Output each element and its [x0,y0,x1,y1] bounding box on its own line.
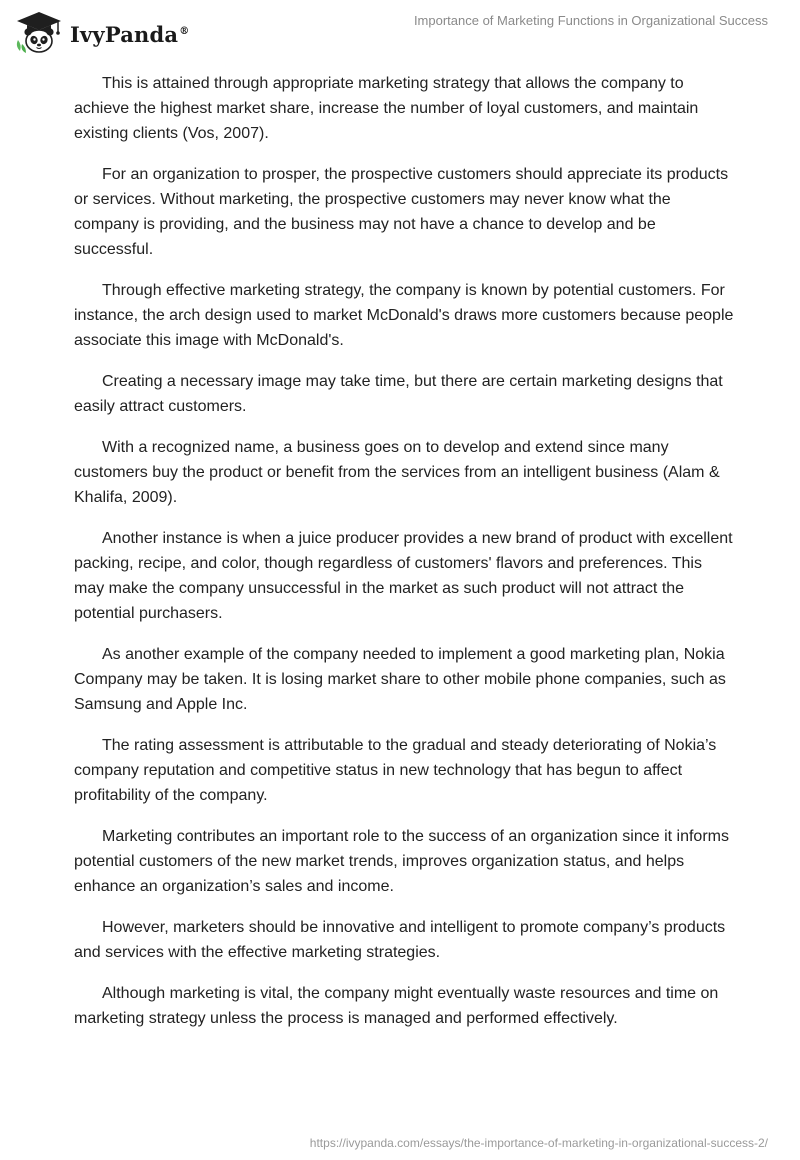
paragraph: Creating a necessary image may take time, but there are certain marketing designs that easily attract customers. [74,373,723,415]
paragraph: This is attained through appropriate marketing strategy that allows the company to achieve the highest market share, increase the number of loyal customers, and maintain existing clients (Vos, 2007). [74,75,699,142]
source-url-link[interactable]: https://ivypanda.com/essays/the-importance-of-marketing-in-organizational-success-2/ [309,1136,768,1150]
page-header [0,0,800,70]
paragraph: However, marketers should be innovative and intelligent to promote company’s products and services with the effective marketing strategies. [74,919,726,961]
paragraph: For an organization to prosper, the prospective customers should appreciate its products or services. Without marketing, the prospective customers may never know what the company is providing, and the business may not have a chance to develop and be successful. [74,166,729,258]
brand-logo[interactable] [14,10,189,54]
paragraph: With a recognized name, a business goes on to develop and extend since many customers buy the product or benefit from the services from an intelligent business (Alam & Khalifa, 2009). [74,439,720,506]
brand-name: IvyPanda® [70,21,190,47]
paragraph: Marketing contributes an important role to the success of an organization since it informs potential customers of the new market trends, improves organization status, and helps enhance an organization’s sales and income. [74,828,729,895]
paragraph: Through effective marketing strategy, the company is known by potential customers. For instance, the arch design used to market McDonald's draws more customers because people associate this image with McDonald's. [74,282,734,349]
paragraph: As another example of the company needed to implement a good marketing plan, Nokia Company may be taken. It is losing market share to other mobile phone companies, such as Samsung and Apple Inc. [74,646,726,713]
document-title: Importance of Marketing Functions in Organizational Success [413,13,768,28]
panda-graduate-icon [14,10,64,54]
essay-body [74,71,734,1047]
paragraph: Although marketing is vital, the company might eventually waste resources and time on marketing strategy unless the process is managed and performed effectively. [74,985,719,1027]
paragraph: Another instance is when a juice producer provides a new brand of product with excellent packing, recipe, and color, though regardless of customers' flavors and preferences. This may make the company unsuccessful in the market as such product will not attract the potential purchasers. [74,530,733,622]
paragraph: The rating assessment is attributable to the gradual and steady deteriorating of Nokia’s company reputation and competitive status in new technology that has begun to affect profitability of the company. [74,737,717,804]
